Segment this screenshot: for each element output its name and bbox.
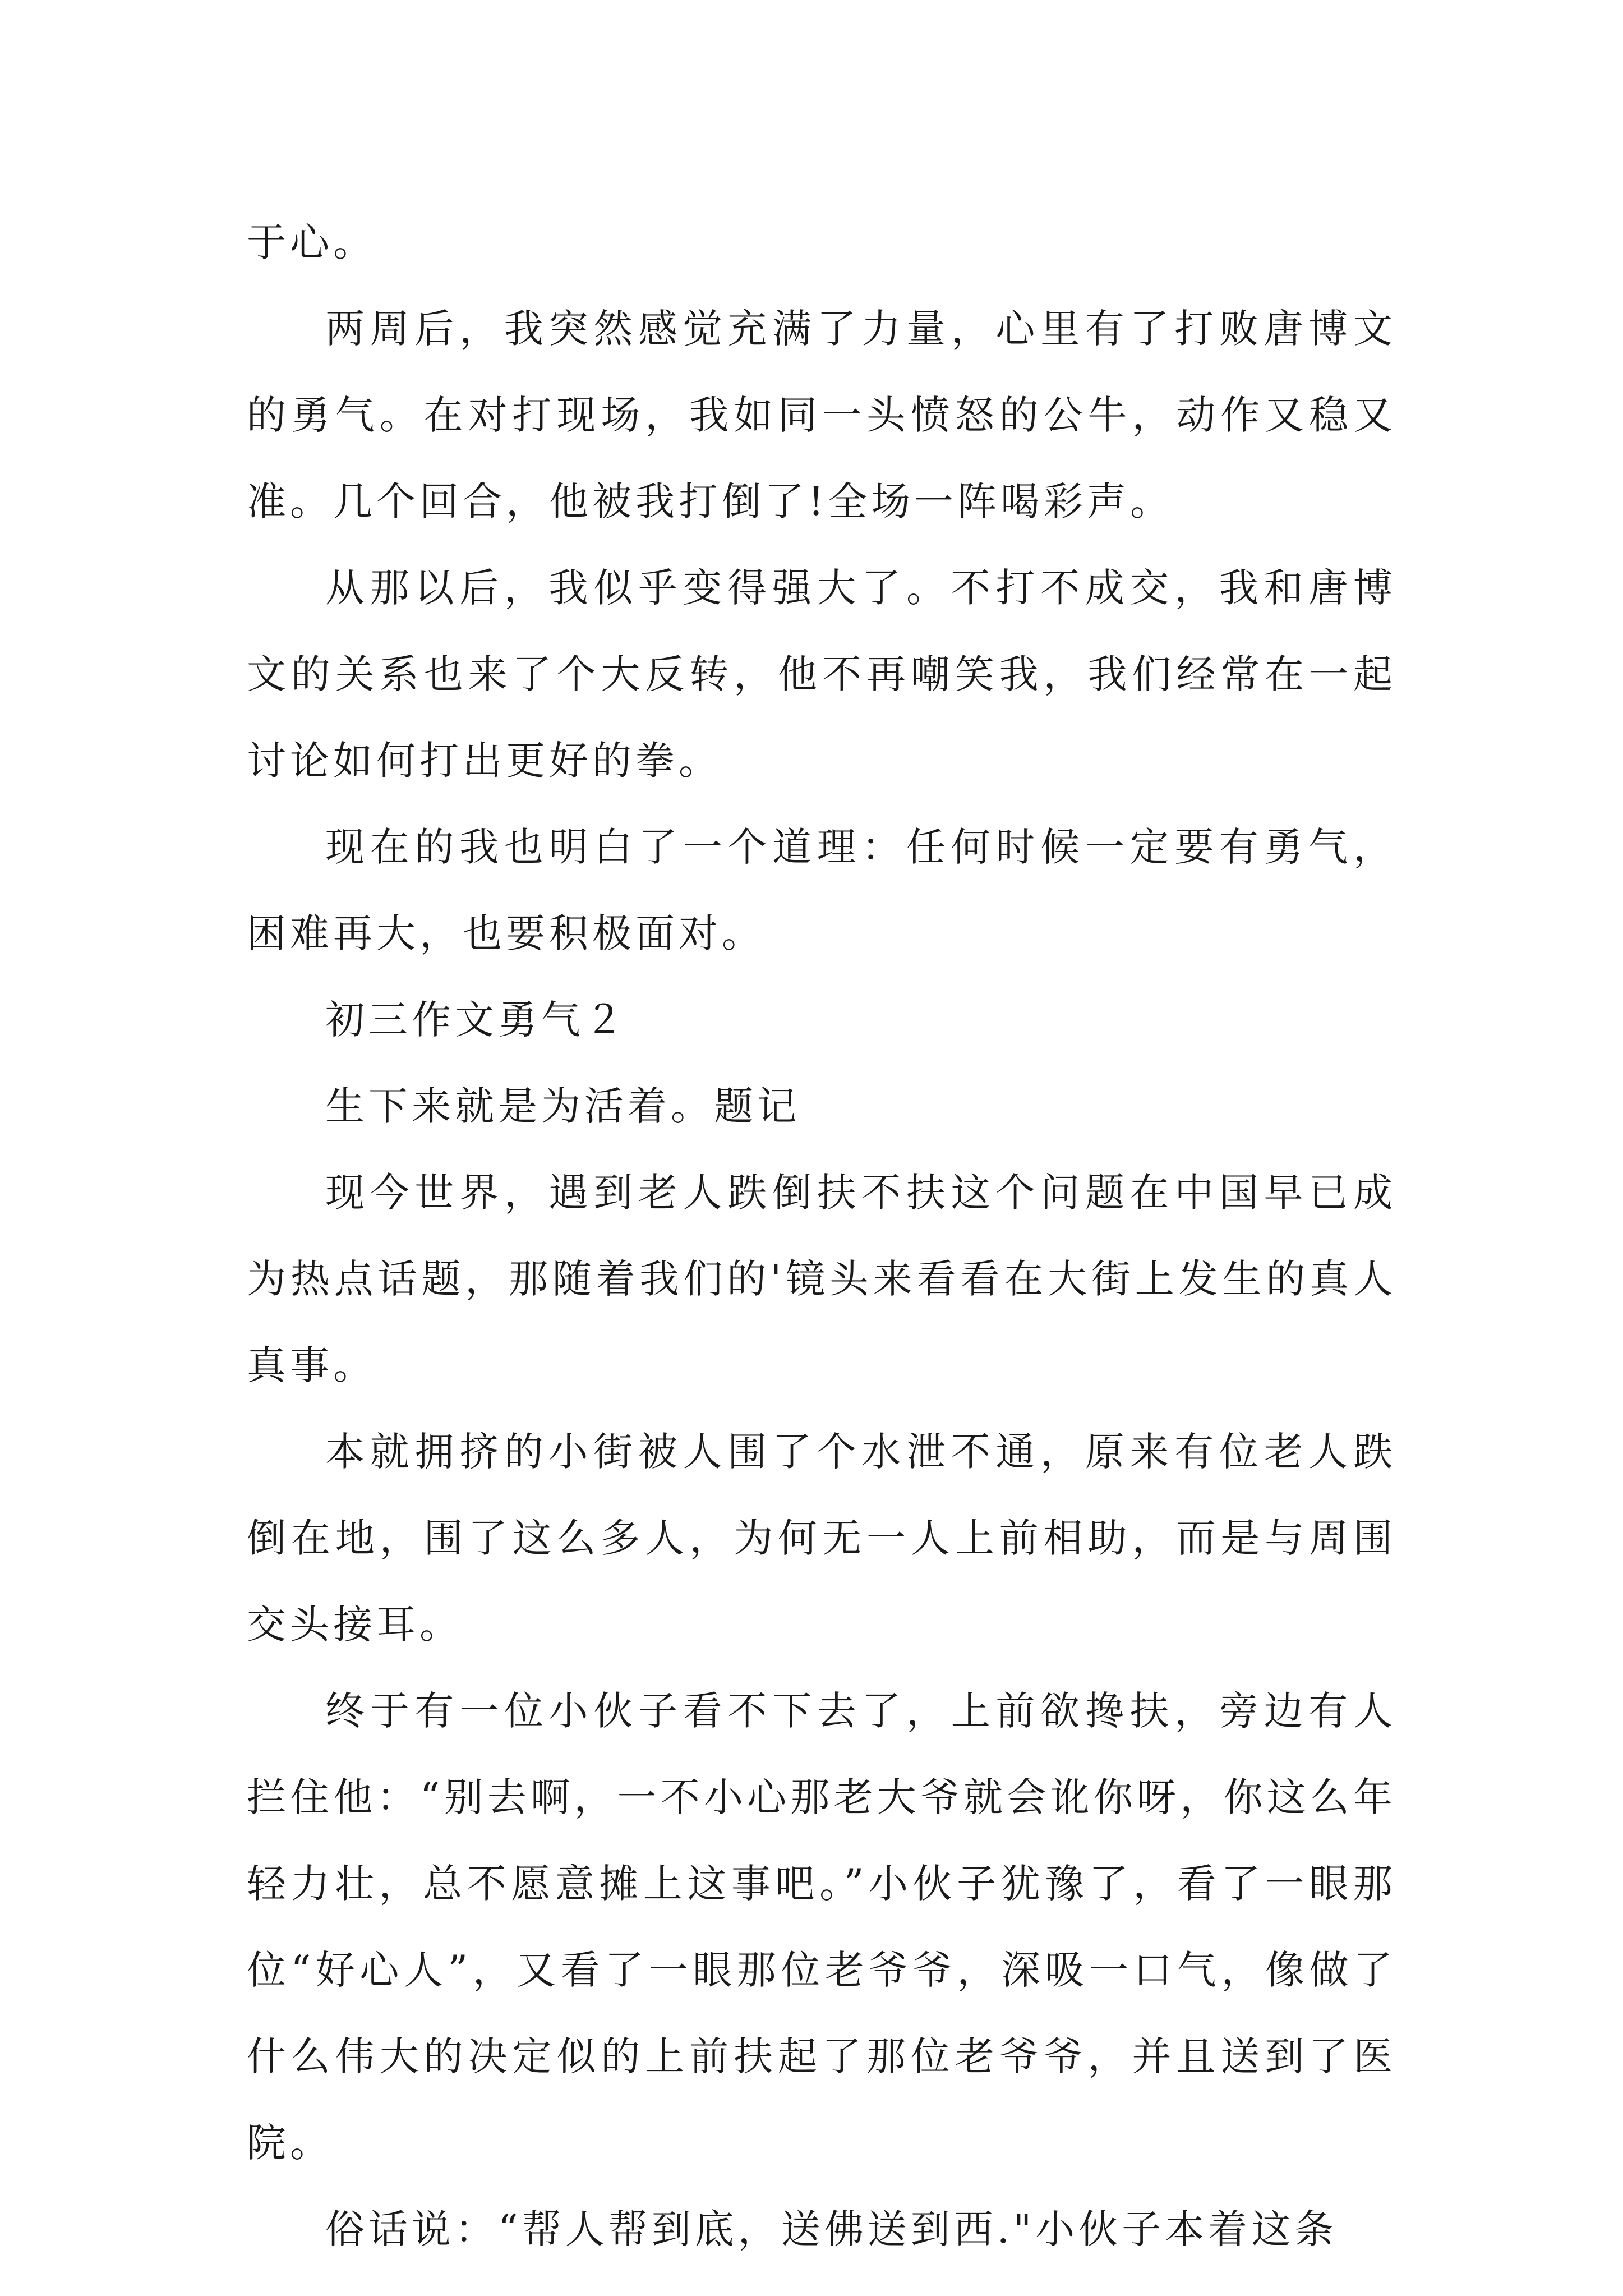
- paragraph-continuation: 于心。: [247, 219, 376, 265]
- paragraph: 本就拥挤的小街被人围了个水泄不通，原来有位老人跌倒在地，围了这么多人，为何无一人上前相助，而是与周围交头接耳。: [247, 1429, 1396, 1648]
- paragraph: 从那以后，我似乎变得强大了。不打不成交，我和唐博文的关系也来了个大反转，他不再嘲笑我，我们经常在一起讨论如何打出更好的拳。: [247, 565, 1396, 784]
- epigraph: 生下来就是为活着。题记: [325, 1083, 800, 1129]
- document-page: [247, 199, 1396, 2272]
- paragraph: 俗话说：“帮人帮到底，送佛送到西."小伙子本着这条: [325, 2206, 1338, 2252]
- section-title: 初三作文勇气２: [325, 997, 628, 1043]
- paragraph: 终于有一位小伙子看不下去了，上前欲搀扶，旁边有人拦住他：“别去啊，一不小心那老大爷就会讹你呀，你这么年轻力壮，总不愿意摊上这事吧。”小伙子犹豫了，看了一眼那位“好心人”，又看了一眼那位老爷爷，深吸一口气，像做了什么伟大的决定似的上前扶起了那位老爷爷，并且送到了医院。: [247, 1688, 1396, 2166]
- paragraph: 两周后，我突然感觉充满了力量，心里有了打败唐博文的勇气。在对打现场，我如同一头愤怒的公牛，动作又稳又准。几个回合，他被我打倒了!全场一阵喝彩声。: [247, 306, 1396, 524]
- paragraph: 现今世界，遇到老人跌倒扶不扶这个问题在中国早已成为热点话题，那随着我们的'镜头来看看在大街上发生的真人真事。: [247, 1170, 1396, 1388]
- paragraph: 现在的我也明白了一个道理：任何时候一定要有勇气，困难再大，也要积极面对。: [247, 824, 1396, 956]
